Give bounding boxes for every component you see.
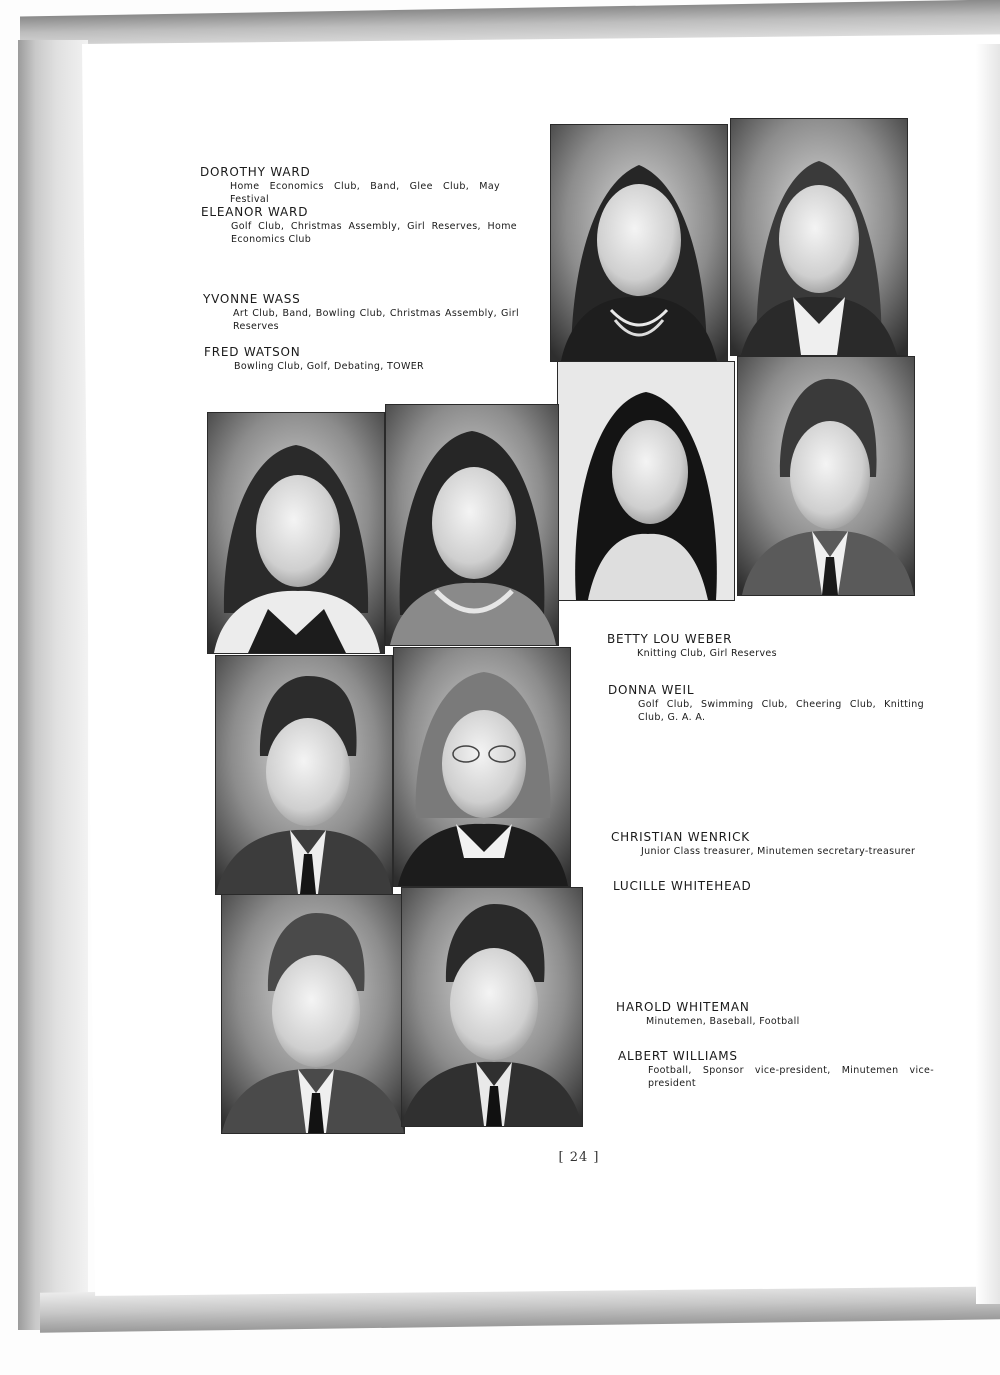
entry-fred-watson bbox=[204, 345, 504, 373]
entry-yvonne-wass bbox=[203, 292, 519, 333]
portrait-dorothy-ward bbox=[551, 125, 727, 361]
student-activities: Home Economics Club, Band, Glee Club, May Festival bbox=[230, 181, 500, 205]
student-name: CHRISTIAN WENRICK bbox=[611, 830, 750, 844]
entry-eleanor-ward bbox=[201, 205, 517, 246]
entry-albert-williams bbox=[618, 1049, 934, 1090]
entry-christian-wenrick bbox=[611, 830, 941, 858]
student-activities: Junior Class treasurer, Minutemen secretary-treasurer bbox=[641, 846, 916, 857]
page-number: [ 24 ] bbox=[558, 1150, 600, 1165]
entry-dorothy-ward bbox=[200, 165, 500, 206]
page-edge-shadow bbox=[976, 44, 1000, 1304]
portrait-lucille-whitehead bbox=[394, 648, 570, 886]
student-activities: Art Club, Band, Bowling Club, Christmas Assembly, Girl Reserves bbox=[233, 308, 519, 332]
portrait-donna-weil bbox=[738, 357, 914, 595]
student-name: YVONNE WASS bbox=[203, 292, 301, 306]
portrait-harold-whiteman bbox=[222, 895, 404, 1133]
student-name: BETTY LOU WEBER bbox=[607, 632, 733, 646]
portrait-eleanor-ward bbox=[731, 119, 907, 355]
book-edge-left bbox=[18, 40, 88, 1330]
student-name: HAROLD WHITEMAN bbox=[616, 1000, 750, 1014]
student-activities: Golf Club, Swimming Club, Cheering Club, Knitting Club, G. A. A. bbox=[638, 699, 924, 723]
portrait-albert-williams bbox=[402, 888, 582, 1126]
portrait-fred-watson bbox=[386, 405, 558, 645]
student-name: ELEANOR WARD bbox=[201, 205, 309, 219]
entry-lucille-whitehead bbox=[613, 879, 913, 894]
student-name: FRED WATSON bbox=[204, 345, 301, 359]
student-activities: Knitting Club, Girl Reserves bbox=[637, 648, 777, 659]
entry-betty-lou-weber bbox=[607, 632, 907, 660]
student-name: DONNA WEIL bbox=[608, 683, 695, 697]
portrait-betty-lou-weber bbox=[558, 362, 734, 600]
student-activities: Football, Sponsor vice-president, Minutemen vice-president bbox=[648, 1065, 934, 1089]
student-activities: Minutemen, Baseball, Football bbox=[646, 1016, 800, 1027]
student-activities: Golf Club, Christmas Assembly, Girl Reserves, Home Economics Club bbox=[231, 221, 517, 245]
portrait-christian-wenrick bbox=[216, 656, 392, 894]
student-name: LUCILLE WHITEHEAD bbox=[613, 879, 752, 893]
student-name: DOROTHY WARD bbox=[200, 165, 311, 179]
entry-harold-whiteman bbox=[616, 1000, 916, 1028]
portrait-yvonne-wass bbox=[208, 413, 384, 653]
student-name: ALBERT WILLIAMS bbox=[618, 1049, 738, 1063]
student-activities: Bowling Club, Golf, Debating, TOWER bbox=[234, 361, 425, 372]
entry-donna-weil bbox=[608, 683, 924, 724]
